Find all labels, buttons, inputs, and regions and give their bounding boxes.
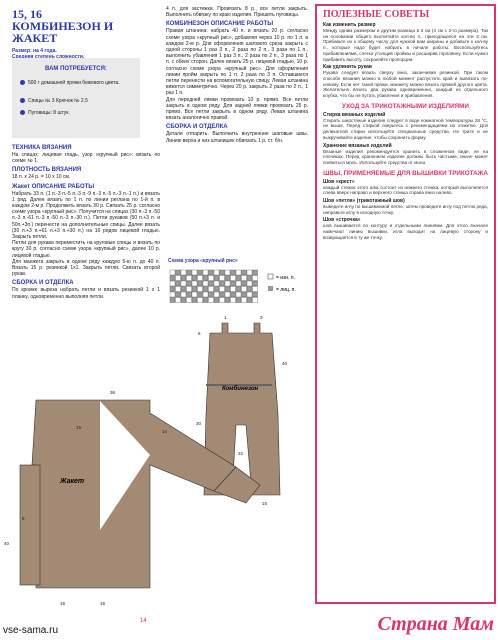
scheme-cell xyxy=(192,270,197,275)
legend-knit: = лиц. п. xyxy=(276,287,296,293)
left-text-1: 18 п. х 24 р. = 10 х 10 см. xyxy=(12,174,71,181)
scheme-cell xyxy=(220,298,225,303)
scheme-cell xyxy=(225,298,230,303)
scheme-cell xyxy=(253,287,258,292)
scheme-cell xyxy=(187,292,192,297)
scheme-title: Схема узора «крупный рис» xyxy=(168,258,238,264)
scheme-cell xyxy=(209,287,214,292)
scheme-cell xyxy=(220,287,225,292)
pattern-diagram xyxy=(0,305,312,615)
scheme-grid xyxy=(168,268,308,308)
scheme-cell xyxy=(198,270,203,275)
dim-15b: 15 xyxy=(100,601,106,606)
panel-subheading-4: Хранение вязаных изделий xyxy=(323,142,392,149)
scheme-cell xyxy=(231,292,236,297)
bullet-icon xyxy=(20,80,25,85)
mid-heading-3: СБОРКА И ОТДЕЛКА xyxy=(166,124,228,131)
panel-text-3: Стирать шерстяные изделия следует в воде комнатной температуры 28 °C, не выше. Перед стиркой сверьтесь с рекомендациями на этикетке. Для деликатной стирки используйте специальные средства. Не трите и не выкручивайте изделие, чтобы сохранить форму. xyxy=(323,117,488,140)
left-column xyxy=(12,142,160,300)
left-heading-2: Жакет ОПИСАНИЕ РАБОТЫ xyxy=(12,183,95,190)
scheme-cell xyxy=(209,298,214,303)
scheme-cell xyxy=(214,292,219,297)
scheme-cell xyxy=(209,276,214,281)
overall-label: Комбинезон xyxy=(222,386,259,392)
panel-subheading-3: Стирка вязаных изделий xyxy=(323,111,386,118)
size-label: Размер: на 4 года. xyxy=(12,48,57,54)
scheme-cell xyxy=(242,270,247,275)
scheme-cell xyxy=(170,287,175,292)
panel-text-4: Вязаные изделия рекомендуется хранить в сложенном виде, не на плечиках. Перед хранением изделия должны быть чистыми, иначе может появиться моль. Используйте средства от моли. xyxy=(323,148,488,165)
dim-6: 6 xyxy=(22,516,25,521)
scheme-cell xyxy=(236,292,241,297)
scheme-cell xyxy=(176,270,181,275)
mid-text-2: Для передней лямки провязать 10 р. прямо. Все петли закрыть в одном ряду. Для задней лямки провязать 25 р. прямо. Все петли закрыть в одном ряду. Левая штанина вязать аналогично правой. xyxy=(166,96,308,122)
scheme-cell xyxy=(170,298,175,303)
scheme-cell xyxy=(181,298,186,303)
left-heading-5: СБОРКА И ОТДЕЛКА xyxy=(12,280,74,287)
scheme-cell xyxy=(198,298,203,303)
scheme-cell xyxy=(231,281,236,286)
scheme-cell xyxy=(203,287,208,292)
scheme-cell xyxy=(242,298,247,303)
scheme-cell xyxy=(214,281,219,286)
scheme-cell xyxy=(192,292,197,297)
left-heading-0: ТЕХНИКА ВЯЗАНИЯ xyxy=(12,145,72,151)
scheme-cell xyxy=(220,281,225,286)
dim-3: 3 xyxy=(260,315,263,320)
tips-panel xyxy=(315,4,496,604)
scheme-cell xyxy=(253,292,258,297)
page-title: 15, 16 КОМБИНЕЗОН И ЖАКЕТ xyxy=(12,7,114,45)
panel-subheading-8: Шов «строчка» xyxy=(323,217,361,224)
scheme-cell xyxy=(187,298,192,303)
scheme-cell xyxy=(170,276,175,281)
scheme-cell xyxy=(242,292,247,297)
scheme-cell xyxy=(225,287,230,292)
scheme-cell xyxy=(214,298,219,303)
scheme-cell xyxy=(176,287,181,292)
scheme-cell xyxy=(198,292,203,297)
scheme-cell xyxy=(198,287,203,292)
scheme-cell xyxy=(181,276,186,281)
bullet-icon xyxy=(20,110,25,115)
panel-subheading-0: Как изменить размер xyxy=(323,22,376,28)
dim-40b: 40 xyxy=(4,541,10,546)
left-text-4: Для манжета закрыть в одном ряду каждую 5-ю п. до 40 п. Вязать 15 р. резинкой 1х1. Закрыть петли. Связать второй рукав. xyxy=(12,258,160,278)
dim-6b: 6 xyxy=(198,331,201,336)
scheme-cell xyxy=(225,281,230,286)
mid-text-3: Детали отпарить. Выполнить внутренние шаговые швы. Линию верха и низ штанишек обвязать 1 р. ст. б/н. xyxy=(166,131,308,144)
scheme-cell xyxy=(176,281,181,286)
materials-box xyxy=(12,58,140,138)
scheme-cell xyxy=(198,281,203,286)
scheme-cell xyxy=(231,270,236,275)
scheme-cell xyxy=(187,270,192,275)
scheme-cell xyxy=(170,270,175,275)
scheme-cell xyxy=(203,298,208,303)
scheme-cell xyxy=(181,281,186,286)
scheme-cell xyxy=(214,276,219,281)
scheme-cell xyxy=(192,298,197,303)
scheme-cell xyxy=(236,287,241,292)
tips-title: ПОЛЕЗНЫЕ СОВЕТЫ xyxy=(323,9,430,20)
scheme-cell xyxy=(192,276,197,281)
left-heading-1: ПЛОТНОСТЬ ВЯЗАНИЯ xyxy=(12,167,82,174)
dim-15c: 15 xyxy=(262,501,268,506)
scheme-cell xyxy=(247,292,252,297)
material-needles: Спицы № 3 Крючок № 2,5 xyxy=(20,98,88,104)
scheme-cell xyxy=(220,270,225,275)
scheme-cell xyxy=(187,281,192,286)
panel-text-7: выведите иглу по вышиваемой петле, затем проведите иглу под петлю ряда, направьте иглу в исходную точку. xyxy=(323,204,488,215)
panel-text-6: каждый стежок этого шва состоит из нижнего стежка, который выполняется слева вверх направо и верхнего стежка справа вниз налево. xyxy=(323,184,488,196)
scheme-cell xyxy=(181,287,186,292)
panel-section-heading-5: ШВЫ, ПРИМЕНЯЕМЫЕ ДЛЯ ВЫШИВКИ ТРИКОТАЖА xyxy=(323,169,488,177)
scheme-cell xyxy=(247,287,252,292)
scheme-cell xyxy=(187,276,192,281)
scheme-cell xyxy=(176,298,181,303)
scheme-cell xyxy=(198,276,203,281)
scheme-cell xyxy=(187,287,192,292)
scheme-cell xyxy=(225,276,230,281)
mid-text-1: Правая штанина: набрать 40 п. и вязать 20 р. согласно схеме узора «крупный рис», добавляя через 10 р. по 1 п. в каждом 2-м р. Для оформления шагового среза закрыть с одной стороны 1 раз 3 п., 2 раза по 2 п., 3 раза по 1 п., выполнить убавления 1 раз 3 п., 2 раза по 2 п., 3 раза по 1 п. с обеих сторон. Далее вязать 25 р. лицевой гладью, 10 р. согласно схеме узора «крупный рис». Для оформления линии пройм закрыть по 1 п. 2 раза по 3 п. Оставшиеся петли перенести на вспомогательную спицу. Левая штанина вяжется симметрично. Через 20 р. закрыть 2 раза по 2 п., 1 раз 1 п. xyxy=(166,28,308,97)
scheme-cell xyxy=(247,276,252,281)
scheme-cell xyxy=(192,287,197,292)
scheme-cell xyxy=(214,287,219,292)
panel-subheading-1: Как удлинить рукав xyxy=(323,64,372,71)
brand-logo[interactable]: Страна Мам xyxy=(377,613,494,635)
scheme-cell xyxy=(236,270,241,275)
scheme-cell xyxy=(236,298,241,303)
left-text-5: По кромке выреза набрать петли и вязать резинкой 1 х 1 планку, одновременно выполняя петли. xyxy=(12,287,160,300)
dim-40: 40 xyxy=(282,361,288,366)
scheme-cell xyxy=(225,292,230,297)
scheme-cell xyxy=(176,276,181,281)
mid-heading-1: КОМБИНЕЗОН ОПИСАНИЕ РАБОТЫ xyxy=(166,21,274,28)
scheme-cell xyxy=(214,270,219,275)
left-text-0: На спицах: лицевая гладь, узор «крупный рис»: вязать по схеме № 1. xyxy=(12,152,160,165)
materials-caption: ВАМ ПОТРЕБУЕТСЯ: xyxy=(45,66,107,72)
material-buttons: Пуговицы: 8 штук. xyxy=(20,110,70,116)
dim-15a: 15 xyxy=(60,601,66,606)
dim-32: 32 xyxy=(238,451,244,456)
scheme-cell xyxy=(181,270,186,275)
page-number: 14 xyxy=(140,618,147,624)
scheme-cell xyxy=(176,292,181,297)
scheme-cell xyxy=(225,270,230,275)
scheme-cell xyxy=(209,270,214,275)
dim-36: 36 xyxy=(110,390,116,395)
dim-1: 1 xyxy=(224,315,227,320)
middle-column xyxy=(166,6,308,144)
scheme-cell xyxy=(181,292,186,297)
scheme-cell xyxy=(209,281,214,286)
material-yarn: 500 г домашней пряжи бежевого цвета. xyxy=(20,80,132,86)
left-text-2: Набрать 33 п. (1 п.-3 п.-5 п.-3 п.-9 п.-3 п.-5 п.-3 п.-1 п.) и вязать 1 ряд. Далее вязать по 1 п. по линии реглана по 1-й п. в каждом 2-м р. Продолжить вязать 30 р. Связать 25 р. согласно схеме узора «крупный рис». Получится на спицах (30 п.-3 п.-50 п.-3 п.-61 п.-3 п.-50 п.-3 п.-30 п.). Петли рукавов (50 п.+3 п. и 50п.+3п.) перенести на дополнительные спицы. Далее вязать (30 п.+3 п.+61 п.+3 п.+30 п.) на 16 рядов лицевой гладью. Закрыть петли. xyxy=(12,190,160,241)
scheme-cell xyxy=(220,292,225,297)
mid-text-0: 4 п. для застежки. Провязать 8 р., все петли закрыть. Выполнить обвязку по краю изделия. Пришить пуговицы. xyxy=(166,6,308,19)
scheme-cell xyxy=(170,292,175,297)
scheme-cell xyxy=(231,287,236,292)
scheme-cell xyxy=(242,281,247,286)
panel-subheading-7: Шов «петля» (трикотажный шов) xyxy=(323,198,405,205)
scheme-cell xyxy=(253,298,258,303)
scheme-cell xyxy=(203,292,208,297)
dim-14: 14 xyxy=(162,429,168,434)
dim-30: 30 xyxy=(196,421,202,426)
scheme-cell xyxy=(220,276,225,281)
scheme-cell xyxy=(253,270,258,275)
scheme-cell xyxy=(236,281,241,286)
jacket-label: Жакет xyxy=(60,478,85,485)
bullet-icon xyxy=(20,98,25,103)
scheme-cell xyxy=(209,292,214,297)
panel-section-heading-2: УХОД ЗА ТРИКОТАЖНЫМИ ИЗДЕЛИЯМИ xyxy=(342,102,469,110)
site-watermark[interactable]: vse-sama.ru xyxy=(3,625,59,636)
panel-subheading-6: Шов «крест» xyxy=(323,178,355,185)
panel-text-1: Рукава следует вязать сверху вниз, заканчивая резинкой. При таком способе вязания можно в любой момент распустить край и вывязать по-новому. Если нет такой пряжи, манжету можно вязать пряжей другого цвета. Желательно вязать два рукава одновременно, каждый из отдельного клубка, что бы не путать убавления и прибавления. xyxy=(323,70,488,99)
scheme-cell xyxy=(236,276,241,281)
scheme-cell xyxy=(253,276,258,281)
panel-text-0: Между одним размером и другим разница в 3 см (4 см с 2-го размера). Так на основании общего высчитайте кол-во п., приходящееся на эти 3 см. Прибавьте их к общему числу для нужной вам ширины и добавьте к кол-ву п., которые надо будет набрать в начале работы. Воспользуйтесь прибавлениями, слегка утолщив проймы и расширив горловину. Если нужно прибавить высоту, сохраняйте пропорции. xyxy=(323,28,488,62)
scheme-cell xyxy=(231,298,236,303)
scheme-cell xyxy=(253,281,258,286)
dim-16: 16 xyxy=(76,425,82,430)
scheme-cell xyxy=(203,281,208,286)
scheme-cell xyxy=(192,281,197,286)
legend-purl: = изн. п. xyxy=(276,275,296,281)
scheme-cell xyxy=(247,270,252,275)
panel-text-8: шов вышивается по контуру и отдельными линиями. Для этого вначале намечают линию вышивки, игла выходит на лицевую сторону и возвращается в ту же точку. xyxy=(323,223,488,240)
scheme-cell xyxy=(247,298,252,303)
scheme-cell xyxy=(242,276,247,281)
scheme-cell xyxy=(242,287,247,292)
scheme-cell xyxy=(203,276,208,281)
scheme-cell xyxy=(170,281,175,286)
scheme-block xyxy=(168,258,308,264)
left-text-3: Петли для рукава переместить на круговые спицы и вязать по кругу 30 р. согласно схеме узора «крупный рис», далее 10 р. лицевой гладью. xyxy=(12,240,160,259)
scheme-cell xyxy=(203,270,208,275)
scheme-cell xyxy=(247,281,252,286)
scheme-cell xyxy=(231,276,236,281)
